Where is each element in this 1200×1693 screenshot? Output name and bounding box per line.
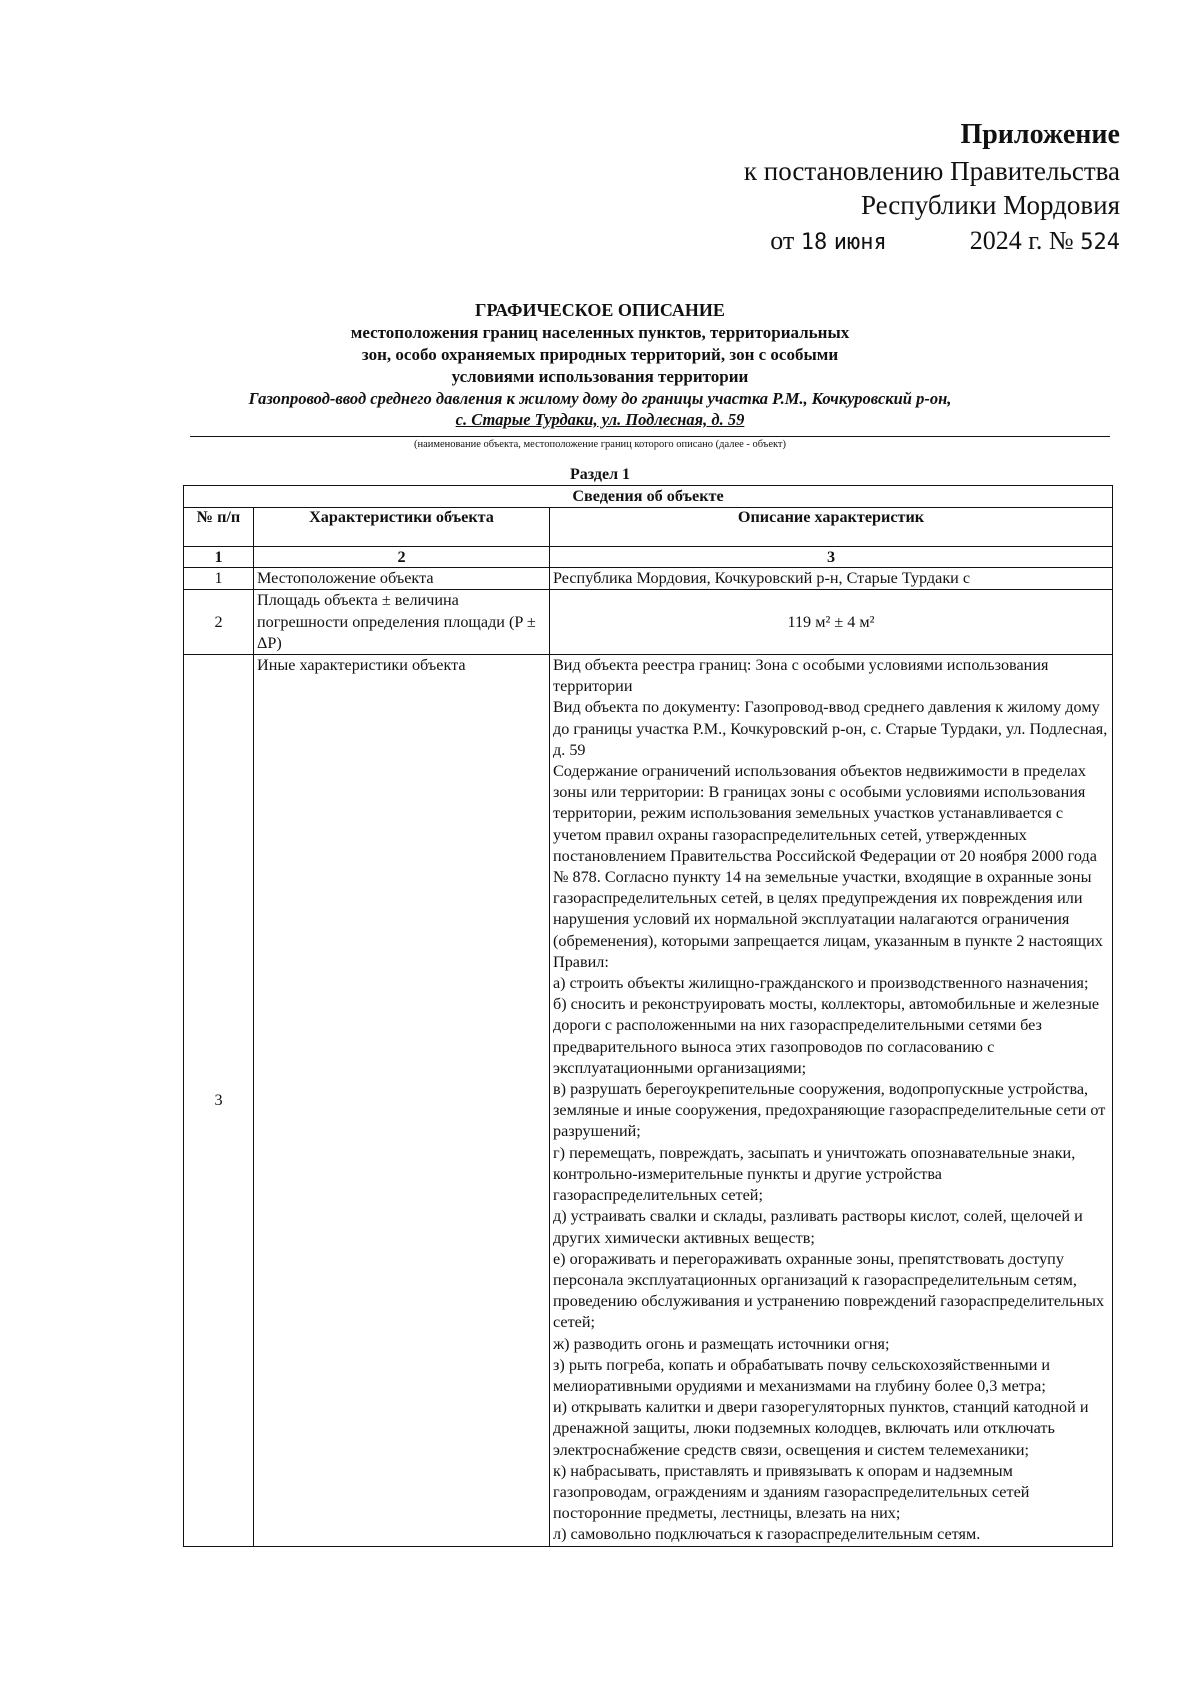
restriction-item: е) огораживать и перегораживать охранные зоны, препятствовать доступу персонала эксплуатационных организаций к газораспределительным сетям, проведению обслуживания и устранению повреждений газораспределительных сетей;	[553, 1249, 1105, 1332]
object-name-line-1: Газопровод-ввод среднего давления к жилому дому до границы участка Р.М., Кочкуровский р-он,	[248, 389, 952, 408]
restriction-item: д) устраивать свалки и склады, разливать растворы кислот, солей, щелочей и других химически активных веществ;	[553, 1207, 1083, 1247]
date-month: июня	[833, 230, 887, 255]
row-description: 119 м² ± 4 м²	[550, 590, 1113, 655]
header-description: Описание характеристик	[550, 508, 1113, 547]
object-underline	[190, 436, 1110, 437]
restriction-item: в) разрушать берегоукрепительные сооружения, водопропускные устройства, земляные и иные сооружения, предохраняющие газораспределительные сети от разрушений;	[553, 1080, 1106, 1141]
object-caption: (наименование объекта, местоположение границ которого описано (далее - объект)	[413, 439, 787, 450]
object-name-line-2: с. Старые Турдаки, ул. Подлесная, д. 59	[455, 410, 745, 429]
appendix-line-1: к постановлению Правительства	[743, 156, 1120, 186]
row-number: 2	[184, 590, 254, 655]
restriction-item: и) открывать калитки и двери газорегуляторных пунктов, станций катодной и дренажной защиты, люки подземных колодцев, включать или отключать электроснабжение средств связи, освещения и систем телемеханики;	[553, 1398, 1089, 1459]
row-number: 3	[184, 655, 254, 1547]
heading-sub-line-3: условиями использования территории	[451, 367, 749, 386]
appendix-date	[744, 224, 1120, 260]
restriction-item: б) сносить и реконструировать мосты, коллекторы, автомобильные и железные дороги с расположенными на них газораспределительными сетями без предварительного выноса этих газопроводов по согласованию с эксплуатационными организациями;	[553, 995, 1100, 1077]
object-info-table	[183, 485, 1113, 1547]
heading-sub-line-2: зон, особо охраняемых природных территорий, зон с особыми	[361, 345, 839, 364]
heading-main: ГРАФИЧЕСКОЕ ОПИСАНИЕ	[475, 300, 725, 320]
row-number: 1	[184, 568, 254, 590]
row-characteristic: Местоположение объекта	[254, 568, 550, 590]
restriction-item: г) перемещать, повреждать, засыпать и уничтожать опознавательные знаки, контрольно-измерительные пункты и другие устройства газораспределительных сетей;	[553, 1143, 1076, 1205]
header-number: № п/п	[184, 508, 254, 547]
restriction-item: а) строить объекты жилищно-гражданского и производственного назначения;	[553, 974, 1089, 993]
row-description	[550, 655, 1113, 1547]
table-caption-row	[184, 486, 1113, 508]
table-row	[184, 655, 1113, 1547]
heading-sub-line-1: местоположения границ населенных пунктов, территориальных	[350, 323, 850, 342]
row-characteristic: Иные характеристики объекта	[254, 655, 550, 1547]
column-number-row	[184, 547, 1113, 568]
section-title: Раздел 1	[569, 466, 631, 483]
date-day: 18	[800, 230, 828, 255]
row-description: Республика Мордовия, Кочкуровский р-н, Старые Турдаки с	[550, 568, 1113, 590]
restriction-item: к) набрасывать, приставлять и привязывать к опорам и надземным газопроводам, ограждениям и зданиям газораспределительных сетей посторонние предметы, лестницы, влезать на них;	[553, 1461, 1030, 1523]
appendix-block	[744, 116, 1120, 260]
column-number-2: 2	[254, 547, 550, 568]
restriction-item: ж) разводить огонь и размещать источники огня;	[553, 1334, 890, 1353]
header-characteristic: Характеристики объекта	[254, 508, 550, 547]
description-paragraph: Вид объекта реестра границ: Зона с особыми условиями использования территории	[553, 656, 1049, 696]
date-year: 2024 г. №	[969, 226, 1074, 255]
table-row	[184, 568, 1113, 590]
description-paragraph: Вид объекта по документу: Газопровод-ввод среднего давления к жилому дому до границы участка Р.М., Кочкуровский р-он, с. Старые Турдаки, ул. Подлесная, д. 59	[553, 698, 1108, 759]
row-characteristic: Площадь объекта ± величина погрешности определения площади (P ± ΔP)	[254, 590, 550, 655]
appendix-line-2: Республики Мордовия	[860, 190, 1120, 220]
table-caption: Сведения об объекте	[184, 486, 1113, 508]
restriction-item: л) самовольно подключаться к газораспределительным сетям.	[553, 1525, 981, 1544]
document-heading	[0, 298, 1200, 430]
date-prefix: от	[770, 226, 795, 255]
document-number: 524	[1080, 230, 1120, 255]
table-row	[184, 590, 1113, 655]
appendix-title: Приложение	[960, 119, 1120, 150]
column-number-1: 1	[184, 547, 254, 568]
description-paragraph: Содержание ограничений использования объектов недвижимости в пределах зоны или территории: В границах зоны с особыми условиями использования территории, режим использования земельных участков устанавливается с учетом правил охраны газораспределительных сетей, утвержденных постановлением Правительства Российской Федерации от 20 ноября 2000 года № 878. Согласно пункту 14 на земельные участки, входящие в охранные зоны газораспределительных сетей, в целях предупреждения их повреждения или нарушения условий их нормальной эксплуатации налагаются ограничения (обременения), которыми запрещается лицам, указанным в пункте 2 настоящих Правил:	[553, 762, 1103, 971]
restriction-item: з) рыть погреба, копать и обрабатывать почву сельскохозяйственными и мелиоративными орудиями и механизмами на глубину более 0,3 метра;	[553, 1355, 1051, 1395]
table-header-row	[184, 508, 1113, 547]
column-number-3: 3	[550, 547, 1113, 568]
